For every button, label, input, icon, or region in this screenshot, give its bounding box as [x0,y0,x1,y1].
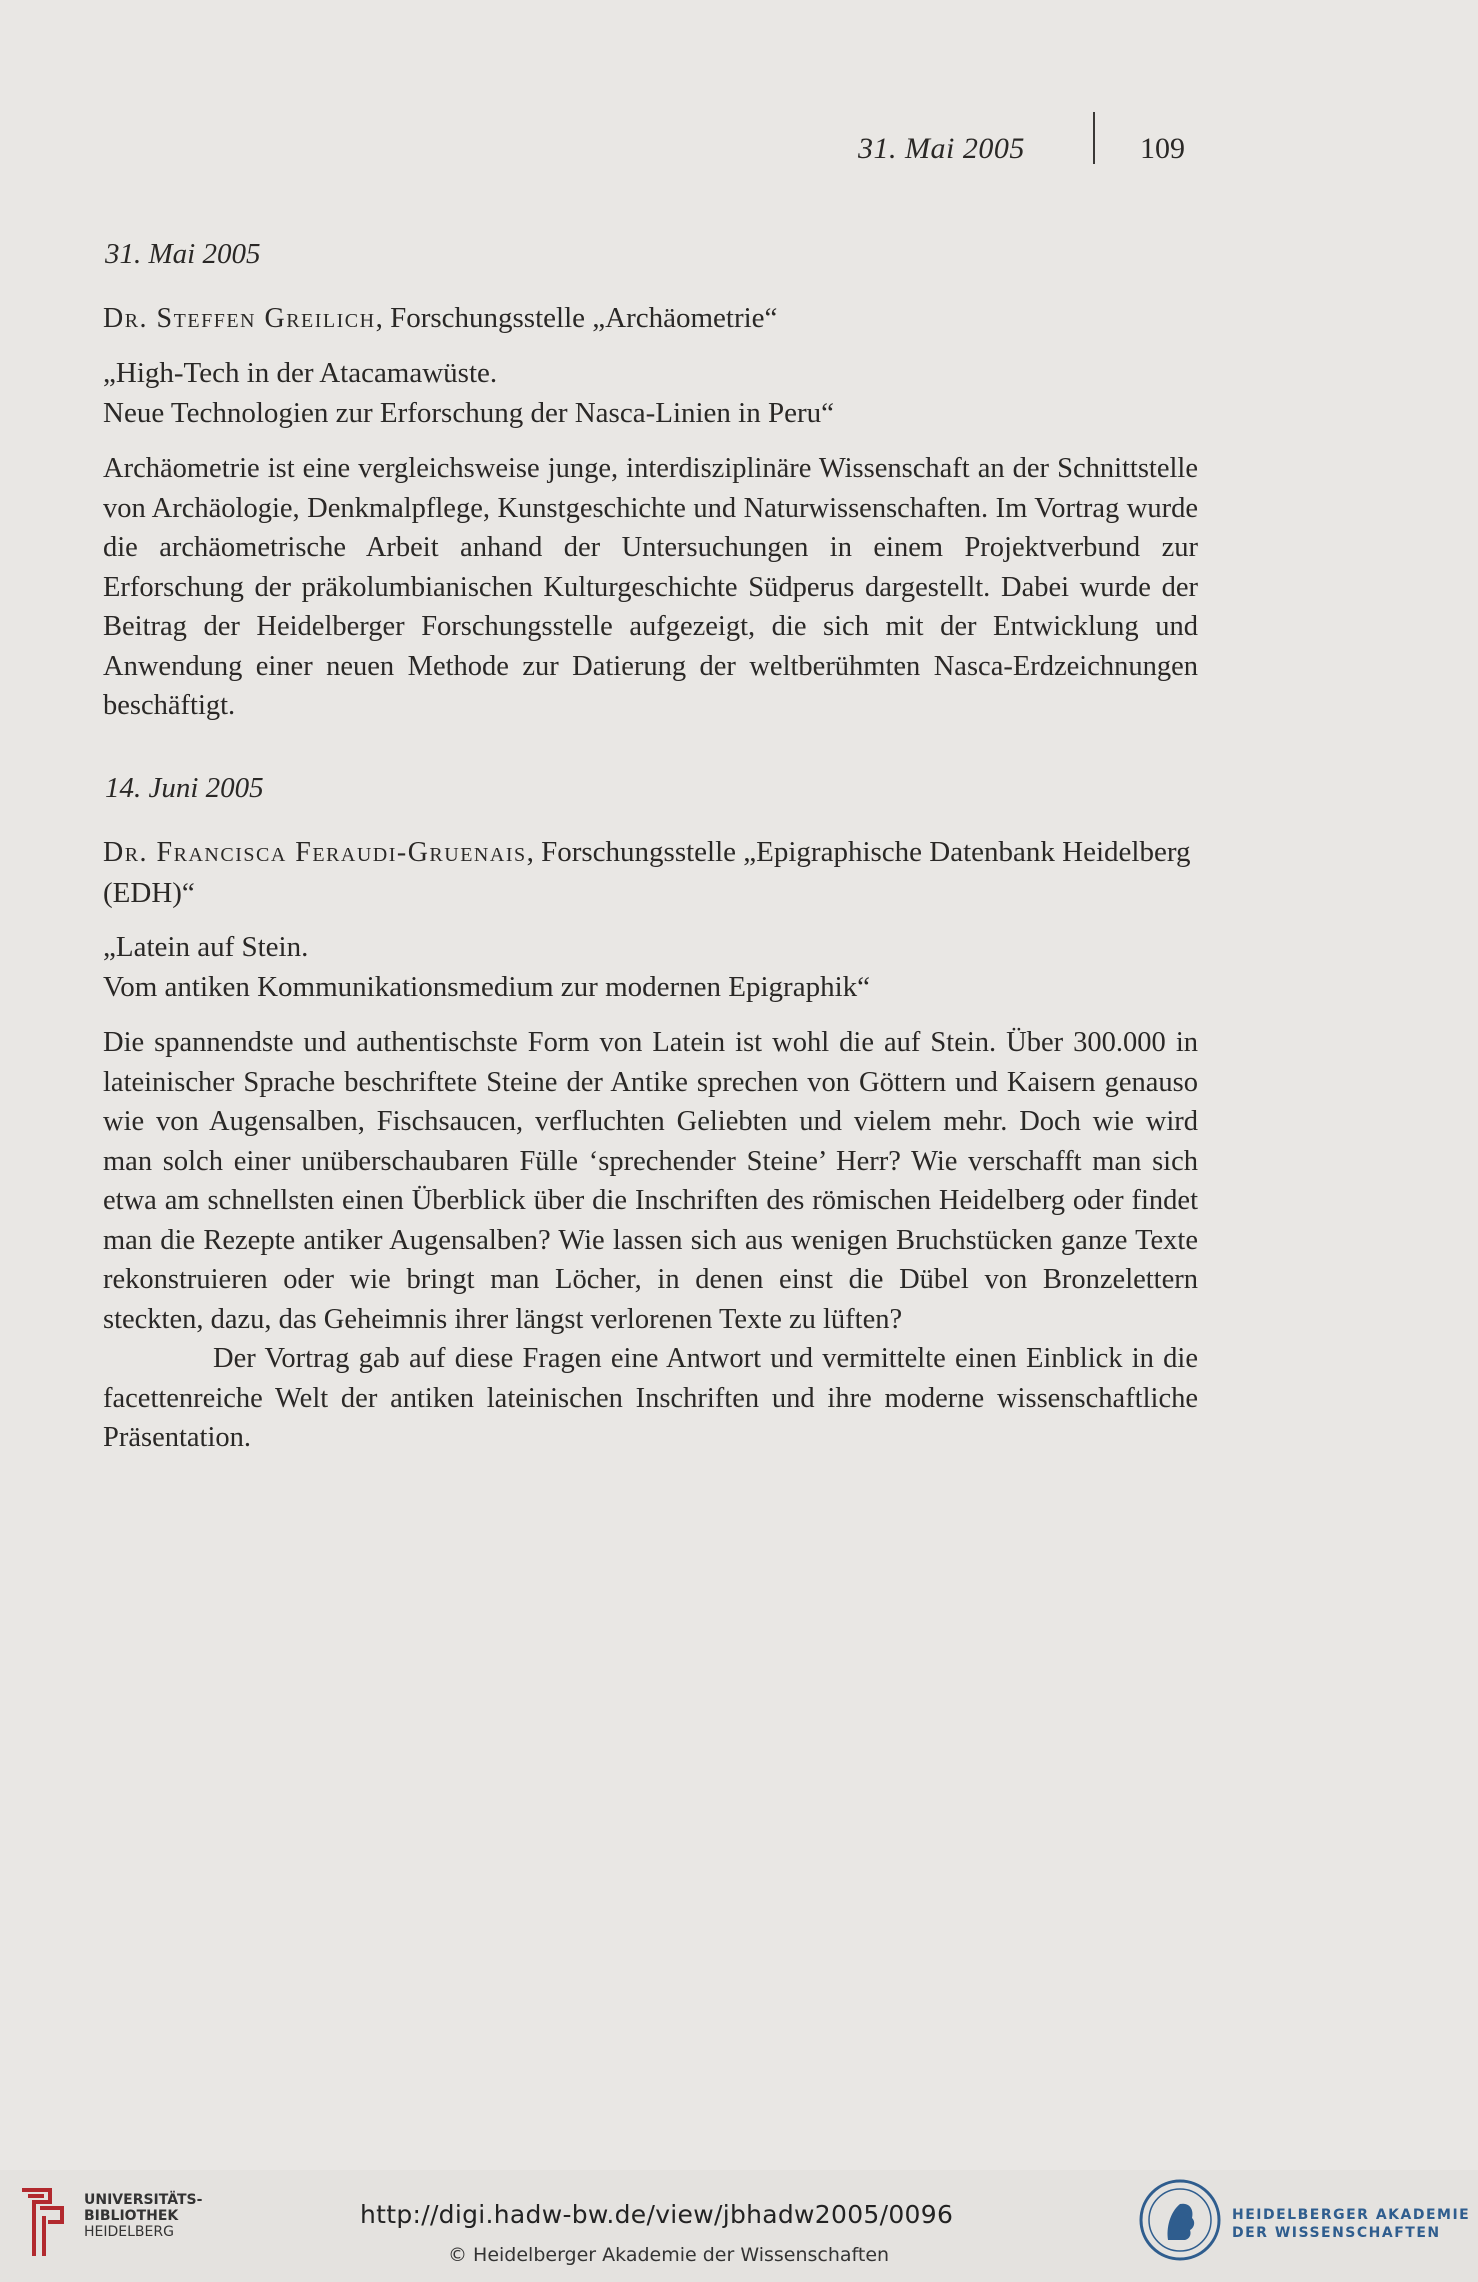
lecture-entry [103,238,1198,726]
permalink-url[interactable]: http://digi.hadw-bw.de/view/jbhadw2005/0096 [360,2200,954,2229]
lecture-abstract [103,1023,1198,1458]
lecture-date: 31. Mai 2005 [105,238,261,270]
library-name-line: UNIVERSITÄTS- [84,2192,203,2208]
lecture-title [103,353,1198,433]
lecture-abstract [103,449,1198,726]
lecture-title-line: Neue Technologien zur Erforschung der Nasca-Linien in Peru“ [103,397,835,429]
digitization-footer [0,2170,1478,2282]
academy-name [1232,2206,1470,2242]
lecture-title-line: Vom antiken Kommunikationsmedium zur modernen Epigraphik“ [103,971,871,1003]
library-logo-icon [14,2182,72,2264]
library-name [84,2192,202,2240]
library-name-line: HEIDELBERG [84,2224,174,2240]
library-name-line: BIBLIOTHEK [84,2208,179,2224]
speaker-name: Dr. Francisca Feraudi-Gruenais [103,837,527,868]
lecture-title [103,927,1198,1007]
academy-name-line: HEIDELBERGER AKADEMIE [1232,2207,1471,2223]
page-number: 109 [1140,132,1185,165]
lecture-speaker [103,298,1198,339]
academy-seal-icon [1138,2178,1222,2262]
speaker-affiliation: , Forschungsstelle „Epigraphische Datenbank Heidelberg (EDH)“ [103,836,1191,909]
speaker-name: Dr. Steffen Greilich [103,303,376,334]
lecture-entry [103,772,1198,1458]
abstract-paragraph: Die spannendste und authentischste Form von Latein ist wohl die auf Stein. Über 300.000 in lateinischer Sprache beschriftete Steine der Antike sprechen von Göttern und Kaisern genauso wie von Augensalben, Fischsaucen, verfluchten Geliebten und vielem mehr. Doch wie wird man solch einer unüberschaubaren Fülle ‘sprechender Steine’ Herr? Wie verschafft man sich etwa am schnellsten einen Überblick über die Inschriften des römischen Heidelberg oder findet man die Rezepte antiker Augensalben? Wie lassen sich aus wenigen Bruchstücken ganze Texte rekonstruieren oder wie bringt man Löcher, in denen einst die Dübel von Bronzelettern steckten, dazu, das Geheimnis ihrer längst verlorenen Texte zu lüften? [103,1027,1198,1335]
copyright-notice: © Heidelberger Akademie der Wissenschaften [448,2244,890,2266]
lecture-speaker [103,832,1198,913]
abstract-paragraph: Der Vortrag gab auf diese Fragen eine Antwort und vermittelte einen Einblick in die facettenreiche Welt der antiken lateinischen Inschriften und ihre moderne wissenschaftliche Präsentation. [103,1343,1198,1453]
lecture-title-line: „Latein auf Stein. [103,931,309,963]
abstract-paragraph: Archäometrie ist eine vergleichsweise junge, interdisziplinäre Wissenschaft an der Schnittstelle von Archäologie, Denkmalpflege, Kunstgeschichte und Naturwissenschaften. Im Vortrag wurde die archäometrische Arbeit anhand der Untersuchungen in einem Projektverbund zur Erforschung der präkolumbianischen Kulturgeschichte Südperus dargestellt. Dabei wurde der Beitrag der Heidelberger Forschungsstelle aufgezeigt, die sich mit der Entwicklung und Anwendung einer neuen Methode zur Datierung der weltberühmten Nasca-Erdzeichnungen beschäftigt. [103,453,1198,721]
speaker-affiliation: , Forschungsstelle „Archäometrie“ [375,302,778,334]
academy-name-line: DER WISSENSCHAFTEN [1232,2225,1441,2241]
lecture-title-line: „High-Tech in der Atacamawüste. [103,357,498,389]
lecture-date: 14. Juni 2005 [105,772,264,804]
running-header-title: 31. Mai 2005 [858,132,1025,165]
header-divider [1093,112,1095,164]
